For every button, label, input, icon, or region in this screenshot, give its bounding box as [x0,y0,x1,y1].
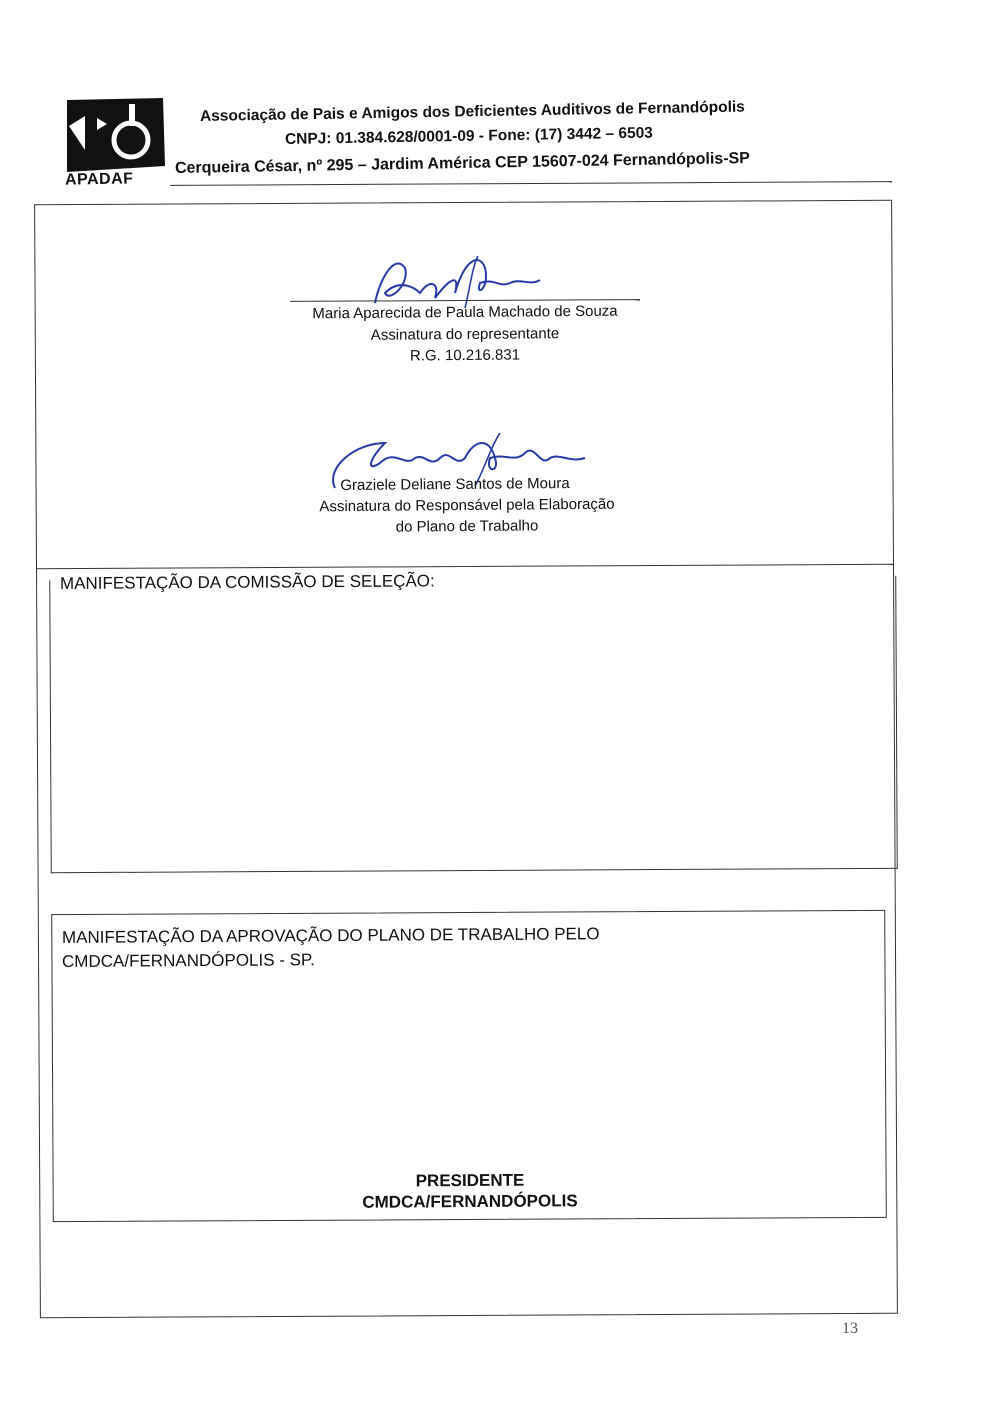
cnpj-line: CNPJ: 01.384.628/0001-09 - Fone: (17) 3442 – 6503 [284,124,654,148]
responsible-name: Graziele Deliane Santos de Moura [340,474,570,495]
representative-rg: R.G. 10.216.831 [409,346,521,365]
president-title: PRESIDENTE [415,1170,525,1191]
page-number: 13 [842,1320,858,1337]
responsible-role-line1: Assinatura do Responsável pela Elaboração [319,495,615,516]
approval-section-title-line2: CMDCA/FERNANDÓPOLIS - SP. [61,950,315,971]
address-line: Cerqueira César, nº 295 – Jardim América CEP 15607-024 Fernandópolis-SP [174,149,751,177]
commission-box [49,576,898,873]
header-divider [170,181,892,186]
responsible-role-line2: do Plano de Trabalho [395,517,539,536]
logo-text: APADAF [64,170,134,189]
president-org: CMDCA/FERNANDÓPOLIS [362,1191,578,1212]
approval-section-title-line1: MANIFESTAÇÃO DA APROVAÇÃO DO PLANO DE TRABALHO PELO [61,924,600,947]
commission-section-title: MANIFESTAÇÃO DA COMISSÃO DE SELEÇÃO: [59,571,435,593]
representative-role: Assinatura do representante [370,325,560,344]
org-name: Associação de Pais e Amigos dos Deficientes Auditivos de Fernandópolis [199,98,745,125]
representative-name: Maria Aparecida de Paula Machado de Souza [312,302,618,323]
